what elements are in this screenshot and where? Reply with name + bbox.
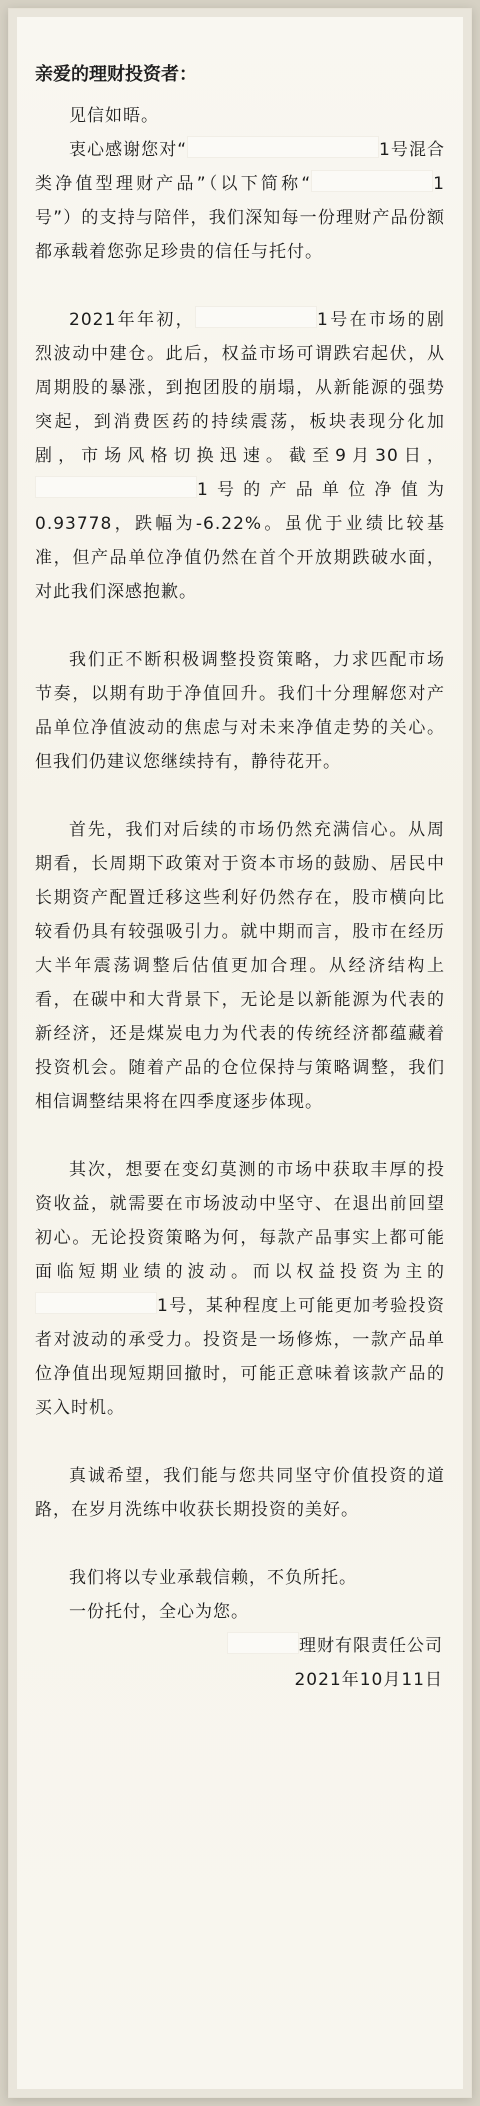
paragraph-promise: 我们将以专业承载信赖，不负所托。 [69, 1568, 357, 1588]
thanks-text-3: 1号”）的支持与陪伴，我们深知每一份理财产品份额都承载着您弥足珍贵的信任与托付。 [35, 174, 445, 262]
paragraph-gap [35, 1527, 445, 1561]
paragraph-gap [35, 609, 445, 643]
signature-company [35, 1629, 445, 1663]
letter-greeting: 亲爱的理财投资者： [35, 64, 197, 85]
paragraph-performance [35, 303, 445, 609]
paragraph-gap [35, 1425, 445, 1459]
paragraph-closing: 一份托付，全心为您。 [69, 1602, 249, 1622]
redacted-product-name [35, 476, 197, 498]
thanks-text-2: 1号混合类净值型理财产品”（以下简称“ [35, 140, 445, 194]
redacted-product-name [187, 136, 379, 158]
paragraph-outlook: 首先，我们对后续的市场仍然充满信心。从周期看，长周期下政策对于资本市场的鼓励、居民中长期资产配置迁移这些利好仍然存在，股市横向比较看仍具有较强吸引力。就中期而言，股市在经历大半年震荡调整后估值更加合理。从经济结构上看，在碳中和大背景下，无论是以新能源为代表的新经济，还是煤炭电力为代表的传统经济都蕴藏着投资机会。随着产品的仓位保持与策略调整，我们相信调整结果将在四季度逐步体现。 [35, 820, 445, 1112]
paragraph-long-term [35, 1153, 445, 1425]
signature-company-text: 理财有限责任公司 [299, 1636, 443, 1656]
paragraph-opening: 见信如晤。 [69, 106, 159, 126]
performance-text-3: 1号的产品单位净值为0.93778，跌幅为-6.22%。虽优于业绩比较基准，但产品单位净值仍然在首个开放期跌破水面，对此我们深感抱歉。 [35, 480, 445, 602]
long-term-text-1: 其次，想要在变幻莫测的市场中获取丰厚的投资收益，就需要在市场波动中坚守、在退出前回望初心。无论投资策略为何，每款产品事实上都可能面临短期业绩的波动。而以权益投资为主的 [35, 1160, 445, 1282]
long-term-text-2: 1号，某种程度上可能更加考验投资者对波动的承受力。投资是一场修炼，一款产品单位净值出现短期回撤时，可能正意味着该款产品的买入时机。 [35, 1296, 445, 1418]
signature-date: 2021年10月11日 [294, 1670, 443, 1690]
thanks-text-1: 衷心感谢您对“ [69, 140, 188, 160]
redacted-product-short-name [311, 170, 433, 192]
paragraph-hope: 真诚希望，我们能与您共同坚守价值投资的道路，在岁月洗练中收获长期投资的美好。 [35, 1466, 445, 1520]
redacted-product-name [35, 1292, 157, 1314]
performance-text-1: 2021年年初， [69, 310, 196, 330]
paragraph-gap [35, 1119, 445, 1153]
paragraph-gap [35, 779, 445, 813]
letter-paper [8, 8, 472, 2098]
redacted-company-name [227, 1632, 299, 1654]
paragraph-strategy: 我们正不断积极调整投资策略，力求匹配市场节奏，以期有助于净值回升。我们十分理解您对产品单位净值波动的焦虑与对未来净值走势的关心。但我们仍建议您继续持有，静待花开。 [35, 650, 445, 772]
paragraph-gap [35, 269, 445, 303]
paragraph-thanks [35, 133, 445, 269]
redacted-product-name [195, 306, 317, 328]
performance-text-2: 1号在市场的剧烈波动中建仓。此后，权益市场可谓跌宕起伏，从周期股的暴涨，到抱团股的崩塌，从新能源的强势突起，到消费医药的持续震荡，板块表现分化加剧，市场风格切换迅速。截至9月30日， [35, 310, 445, 466]
